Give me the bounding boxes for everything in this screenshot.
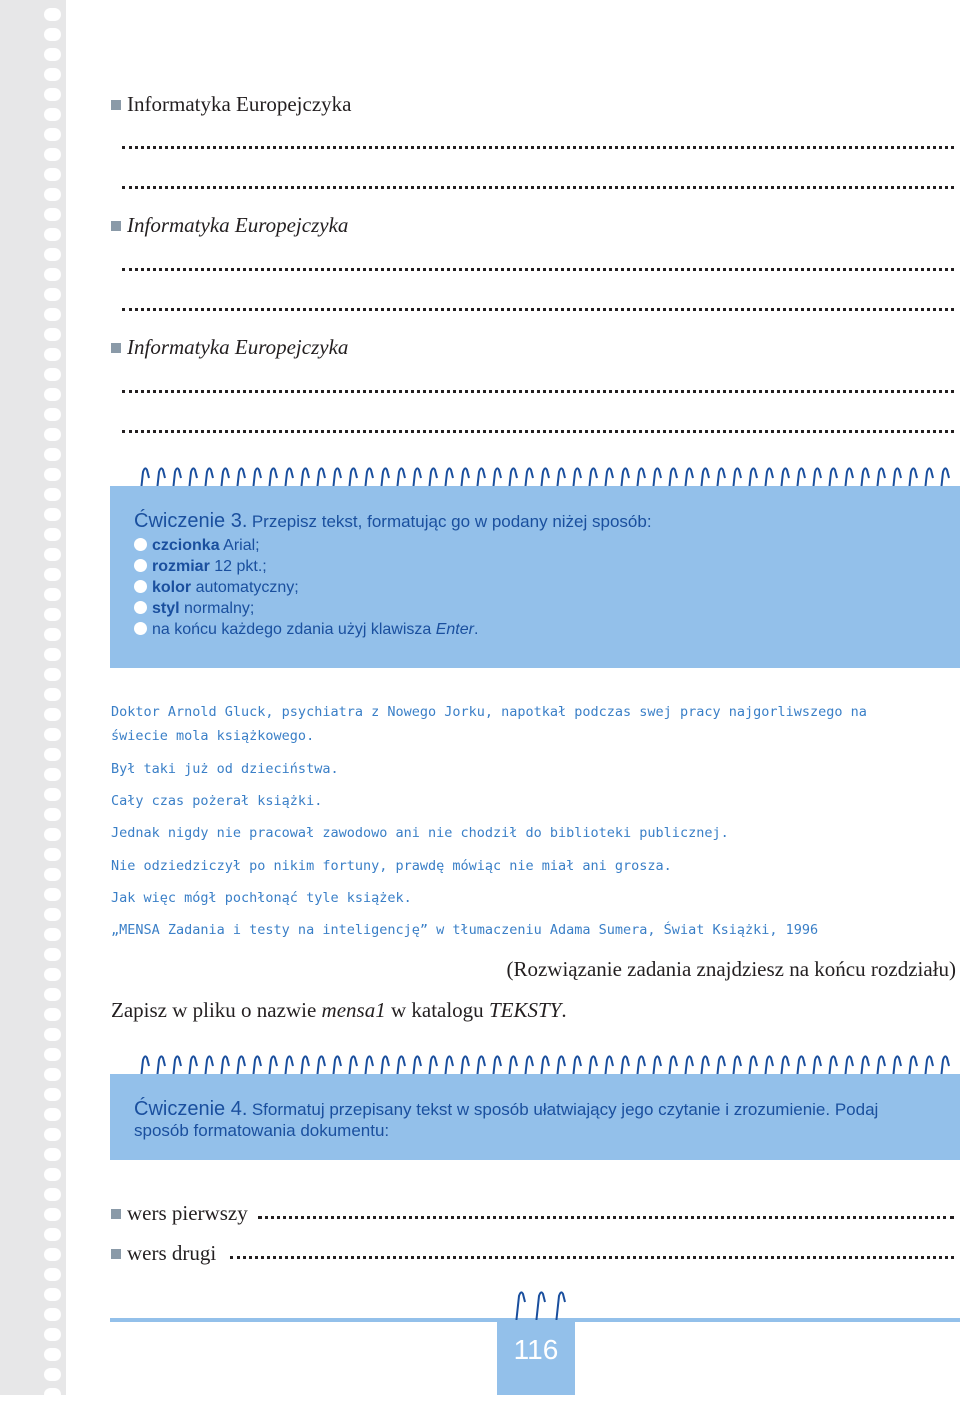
binding-hole [44,68,61,81]
exercise-4-title: Ćwiczenie 4. Sformatuj przepisany tekst w sposób ułatwiający jego czytanie i zrozumienie. Podaj sposób formatowania dokumentu: [134,1098,879,1140]
binding-hole [44,1068,61,1081]
option-size: rozmiar 12 pkt.; [134,558,960,576]
notebook-binding [0,0,66,1395]
source-citation: „MENSA Zadania i testy na inteligencję” w tłumaczeniu Adama Sumera, Świat Książki, 1996 [111,922,819,938]
bullet-dot-icon [134,622,147,635]
binding-hole [44,248,61,261]
bullet-dot-icon [134,580,147,593]
binding-hole [44,348,61,361]
binding-hole [44,1048,61,1061]
binding-hole [44,668,61,681]
binding-hole [44,868,61,881]
binding-hole [44,1228,61,1241]
exercise-3-title: Ćwiczenie 3. Przepisz tekst, formatując go w podany niżej sposób: [134,510,652,532]
binding-hole [44,1348,61,1361]
option-color: kolor automatyczny; [134,579,960,597]
binding-hole [44,1368,61,1381]
square-bullet-icon [111,343,121,353]
binding-hole [44,928,61,941]
text-line: Doktor Arnold Gluck, psychiatra z Nowego Jorku, napotkał podczas swej pracy najgorliwszego na [111,704,867,720]
text-line: Jednak nigdy nie pracował zawodowo ani nie chodził do biblioteki publicznej. [111,825,729,841]
binding-hole [44,168,61,181]
binding-hole [44,368,61,381]
binding-hole [44,988,61,1001]
answer-dotted-line[interactable] [122,430,954,433]
binding-hole [44,1108,61,1121]
binding-hole [44,1308,61,1321]
option-style: styl normalny; [134,600,960,618]
exercise-4-box [110,1074,960,1160]
solution-note: (Rozwiązanie zadania znajdziesz na końcu rozdziału) [506,957,956,981]
binding-hole [44,648,61,661]
binding-hole [44,148,61,161]
binding-hole [44,1168,61,1181]
binding-hole [44,308,61,321]
binding-hole [44,748,61,761]
binding-hole [44,328,61,341]
binding-hole [44,1028,61,1041]
square-bullet-icon [111,221,121,231]
binding-hole [44,1148,61,1161]
binding-hole [44,188,61,201]
binding-hole [44,48,61,61]
style-line-italic: Informatyka Europejczyka [111,335,348,360]
binding-hole [44,428,61,441]
answer-dotted-line[interactable] [122,390,954,393]
binding-hole [44,28,61,41]
binding-hole [44,1248,61,1261]
binding-hole [44,568,61,581]
binding-hole [44,888,61,901]
page-number: 116 [513,1334,559,1365]
binding-hole [44,88,61,101]
style-line-normal: Informatyka Europejczyka [111,92,351,117]
binding-hole [44,508,61,521]
binding-hole [44,948,61,961]
binding-hole [44,968,61,981]
answer-dotted-line[interactable] [230,1256,954,1259]
binding-hole [44,1288,61,1301]
binding-hole [44,708,61,721]
binding-hole [44,108,61,121]
binding-hole [44,788,61,801]
binding-hole [44,1008,61,1021]
binding-hole [44,628,61,641]
text-line: Nie odziedziczył po nikim fortuny, prawdę mówiąc nie miał ani grosza. [111,858,672,874]
verse-second-label: wers drugi [111,1241,216,1266]
binding-hole [44,448,61,461]
bullet-dot-icon [134,601,147,614]
binding-hole [44,728,61,741]
binding-hole [44,828,61,841]
binding-hole [44,8,61,21]
square-bullet-icon [111,100,121,110]
binding-hole [44,608,61,621]
bullet-dot-icon [134,559,147,572]
answer-dotted-line[interactable] [122,268,954,271]
binding-hole [44,768,61,781]
answer-dotted-line[interactable] [258,1216,954,1219]
verse-first-label: wers pierwszy [111,1201,248,1226]
binding-hole [44,388,61,401]
text-line: Cały czas pożerał książki. [111,793,323,809]
square-bullet-icon [111,1209,121,1219]
binding-hole [44,528,61,541]
page-number-box [497,1320,575,1395]
binding-hole [44,488,61,501]
answer-dotted-line[interactable] [122,308,954,311]
binding-hole [44,808,61,821]
text-line: świecie mola książkowego. [111,728,315,744]
binding-hole [44,688,61,701]
binding-hole [44,288,61,301]
binding-hole [44,128,61,141]
binding-hole [44,208,61,221]
save-instruction: Zapisz w pliku o nazwie mensa1 w katalogu TEKSTY. [111,998,567,1022]
square-bullet-icon [111,1249,121,1259]
text-line: Jak więc mógł pochłonąć tyle książek. [111,890,412,906]
answer-dotted-line[interactable] [122,146,954,149]
binding-hole [44,1088,61,1101]
binding-hole [44,548,61,561]
binding-hole [44,1128,61,1141]
bullet-dot-icon [134,538,147,551]
style-line-italic: Informatyka Europejczyka [111,213,348,238]
binding-hole [44,908,61,921]
exercise-3-box [110,486,960,668]
option-enter: na końcu każdego zdania użyj klawisza Enter. [134,621,960,639]
binding-hole [44,408,61,421]
binding-hole [44,468,61,481]
binding-hole [44,1268,61,1281]
answer-dotted-line[interactable] [122,186,954,189]
binding-hole [44,268,61,281]
text-line: Był taki już od dzieciństwa. [111,761,339,777]
binding-hole [44,228,61,241]
binding-hole [44,1208,61,1221]
binding-hole [44,848,61,861]
option-font: czcionka Arial; [134,537,960,555]
binding-hole [44,588,61,601]
binding-hole [44,1328,61,1341]
binding-hole [44,1188,61,1201]
